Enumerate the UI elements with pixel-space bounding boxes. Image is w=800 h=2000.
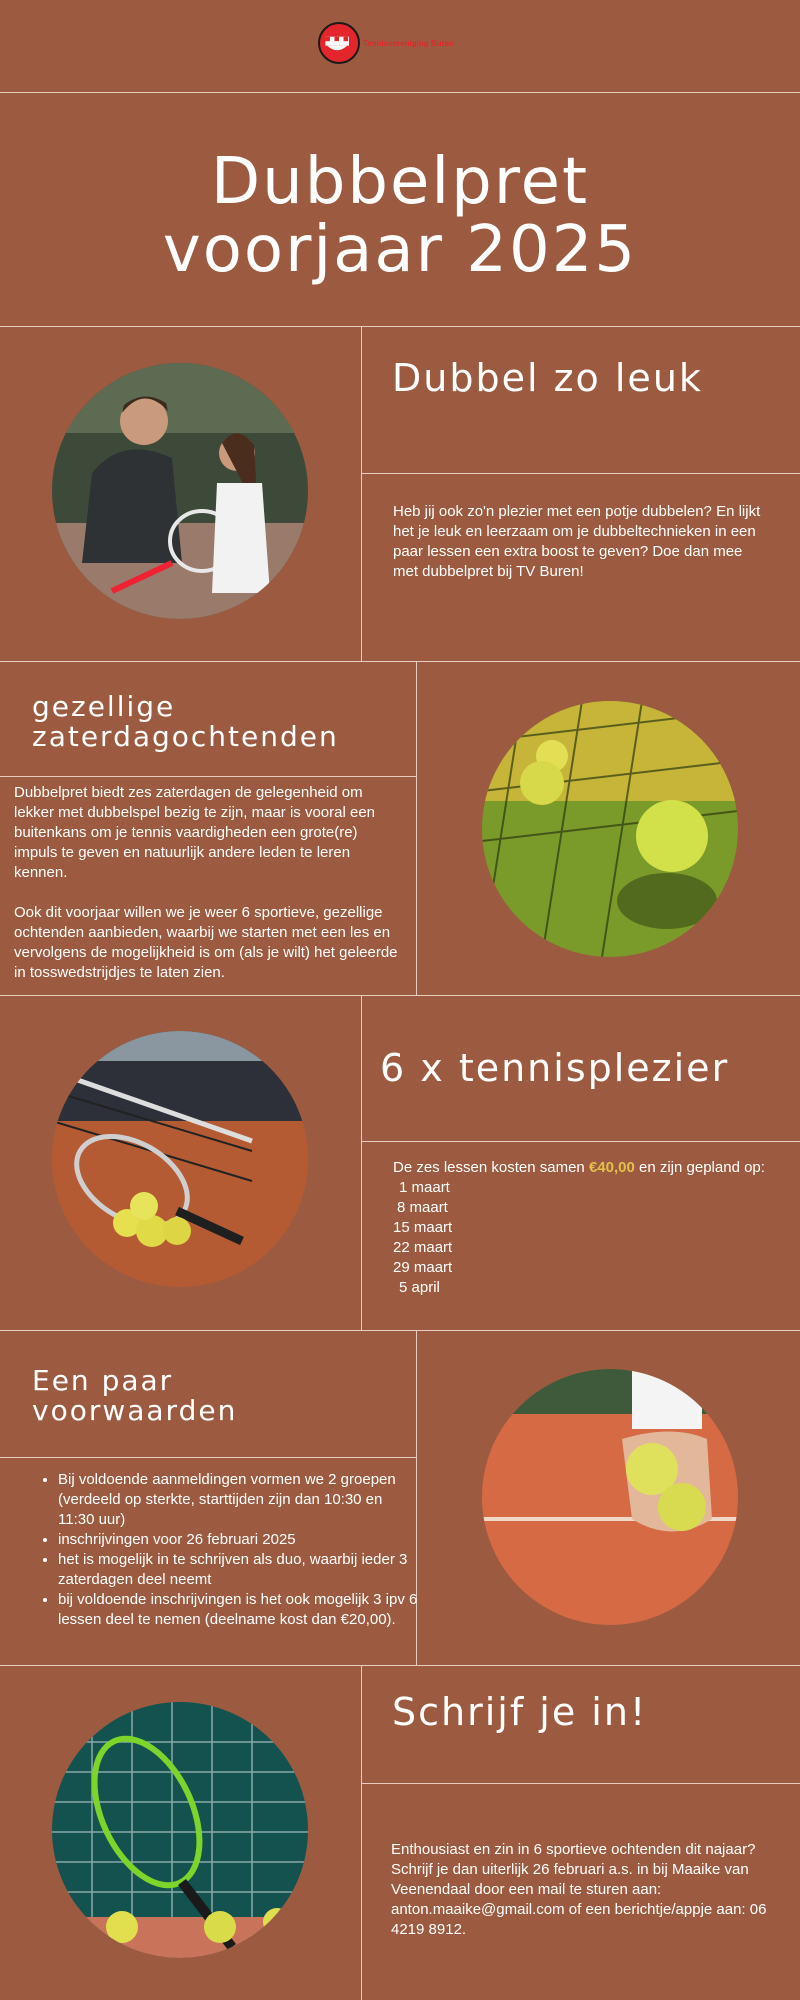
section3-text-before: De zes lessen kosten samen <box>393 1159 589 1176</box>
tennis-couple-photo <box>52 363 308 619</box>
date-list <box>393 1178 768 1298</box>
hand-holding-balls-photo <box>482 1369 738 1625</box>
title-line-2: voorjaar 2025 <box>162 213 638 287</box>
section3-text <box>393 1158 768 1298</box>
section2-heading-line2: zaterdagochtenden <box>32 720 339 753</box>
section2-heading <box>32 692 339 752</box>
condition-item: • Bij voldoende aanmeldingen vormen we 2 groepen (verdeeld op sterkte, starttijden zijn dan 10:30 en 11:30 uur) <box>58 1470 418 1530</box>
club-logo-icon <box>318 22 360 64</box>
divider <box>362 1783 800 1784</box>
section1-heading: Dubbel zo leuk <box>392 356 703 400</box>
divider <box>0 776 416 777</box>
club-logo <box>318 22 454 64</box>
section3-text-after: en zijn gepland op: <box>634 1159 765 1176</box>
section4-heading-line1: Een paar <box>32 1364 174 1397</box>
conditions-list <box>34 1470 418 1630</box>
title-line-1: Dubbelpret <box>210 145 590 219</box>
divider <box>0 1330 800 1331</box>
divider <box>361 326 362 661</box>
section4-heading-line2: voorwaarden <box>32 1394 238 1427</box>
divider <box>361 1665 362 2000</box>
divider <box>361 995 362 1330</box>
divider <box>0 92 800 93</box>
divider <box>0 1457 416 1458</box>
divider <box>0 326 800 327</box>
date-item: 1 maart <box>399 1179 450 1196</box>
condition-item: • bij voldoende inschrijvingen is het ook mogelijk 3 ipv 6 lessen deel te nemen (deelname kost dan €20,00). <box>58 1590 418 1630</box>
date-item: 22 maart <box>393 1239 453 1256</box>
divider <box>0 1665 800 1666</box>
section3-heading: 6 x tennisplezier <box>380 1046 730 1090</box>
section1-text: Heb jij ook zo'n plezier met een potje dubbelen? En lijkt het je leuk en leerzaam om je dubbeltechnieken in een paar lessen een extra boost te geven? Doe dan mee met dubbelpret bij TV Buren! <box>393 503 761 580</box>
logo-text: Tennisvereniging Buren <box>363 38 454 48</box>
tennis-balls-grass-photo <box>482 701 738 957</box>
date-item: 8 maart <box>397 1199 448 1216</box>
section2-paragraph2: Ook dit voorjaar willen we je weer 6 sportieve, gezellige ochtenden aanbieden, waarbij we starten met een les en vervolgens de mogelijkheid is om (als je wilt) het geleerde in tosswedstrijdjes te laten zien. <box>14 904 398 981</box>
section5-text <box>391 1840 781 1940</box>
section5-heading: Schrijf je in! <box>392 1690 648 1734</box>
green-racket-net-photo <box>52 1702 308 1958</box>
racket-balls-clay-photo <box>52 1031 308 1287</box>
section5-line2: Schrijf je dan uiterlijk 26 februari a.s. in bij Maaike van Veenendaal door een mail te sturen aan: anton.maaike@gmail.com of een berichtje/appje aan: 06 4219 8912. <box>391 1861 767 1938</box>
date-item: 5 april <box>399 1279 440 1296</box>
section2-text <box>14 783 398 983</box>
condition-item: • inschrijvingen voor 26 februari 2025 <box>58 1530 418 1550</box>
section2-heading-line1: gezellige <box>32 690 176 723</box>
divider <box>0 995 800 996</box>
price-value: €40,00 <box>588 1159 635 1176</box>
date-item: 15 maart <box>393 1219 453 1236</box>
divider <box>416 661 417 995</box>
section4-heading <box>32 1366 237 1426</box>
section5-line1: Enthousiast en zin in 6 sportieve ochtenden dit najaar? <box>391 1841 756 1858</box>
divider <box>362 473 800 474</box>
divider <box>0 661 800 662</box>
page-title <box>0 145 800 287</box>
condition-item: • het is mogelijk in te schrijven als duo, waarbij ieder 3 zaterdagen deel neemt <box>58 1550 418 1590</box>
section2-paragraph1: Dubbelpret biedt zes zaterdagen de gelegenheid om lekker met dubbelspel bezig te zijn, maar is vooral een buitenkans om je tennis vaardigheden een grote(re) impuls te geven en natuurlijk andere leden te leren kennen. <box>14 784 376 881</box>
divider <box>362 1141 800 1142</box>
date-item: 29 maart <box>393 1259 453 1276</box>
